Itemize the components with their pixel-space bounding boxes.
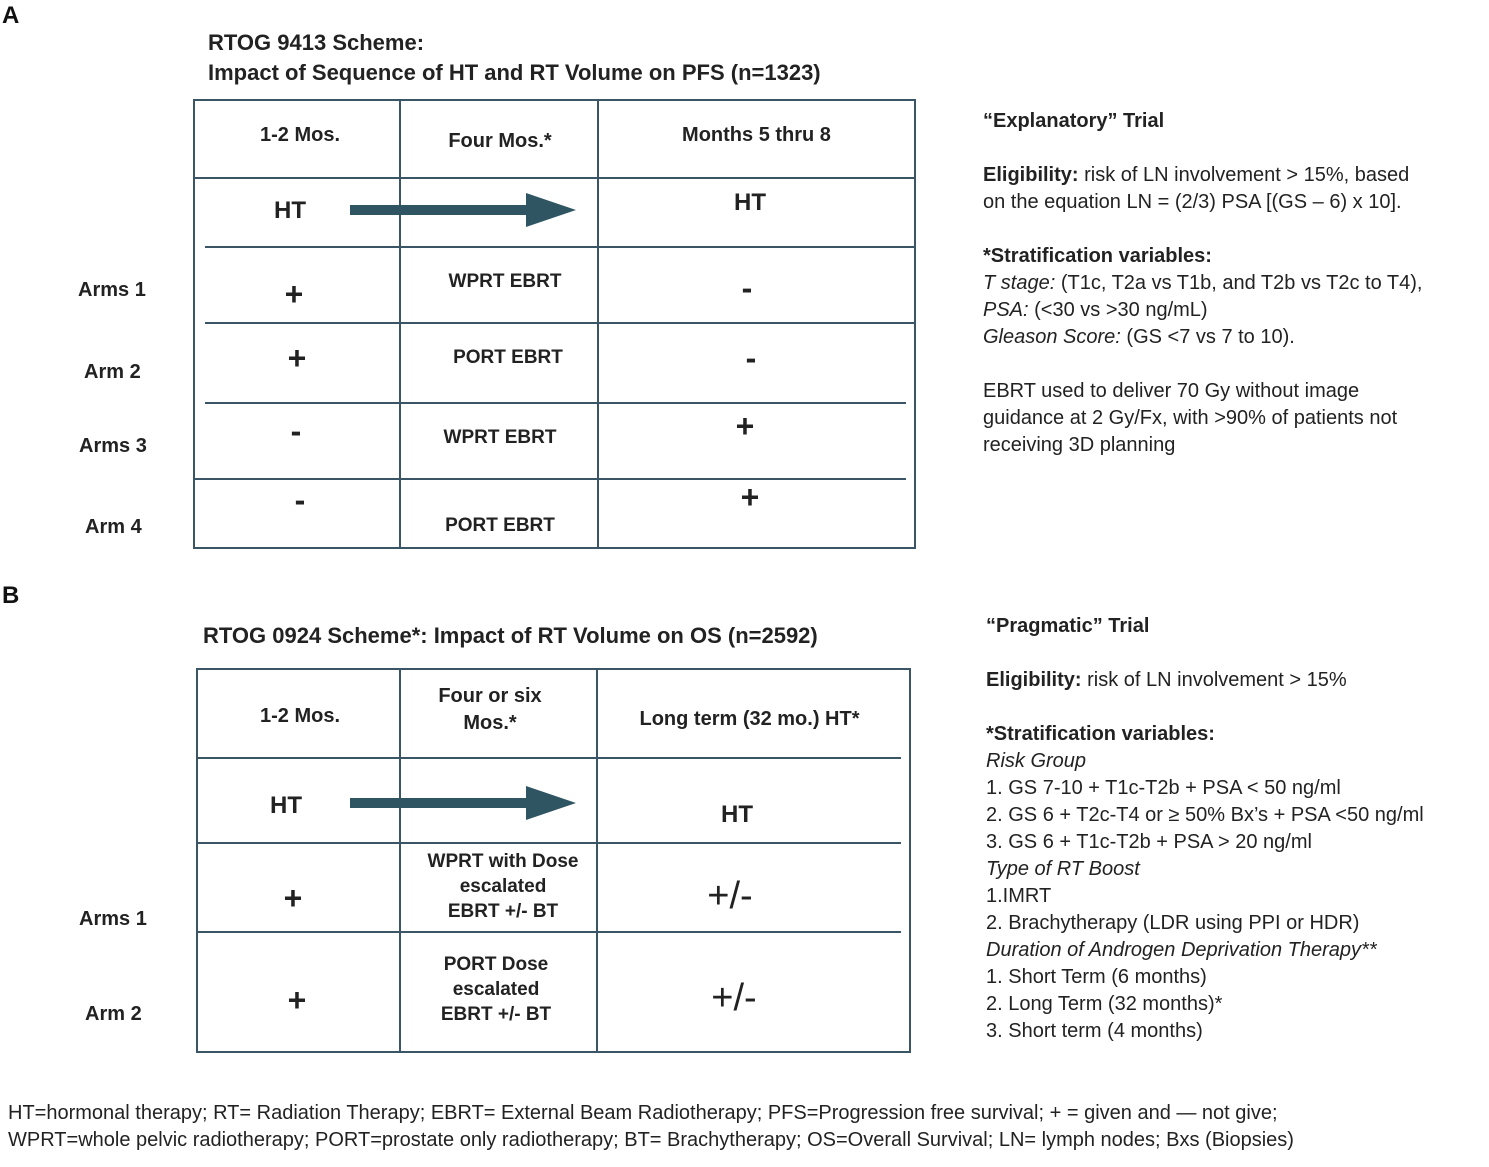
panel-a-arm4-col3: + bbox=[740, 479, 760, 515]
risk-group-item: 3. GS 6 + T1c-T2b + PSA > 20 ng/ml bbox=[986, 831, 1312, 853]
footer-abbreviations-line2: WPRT=whole pelvic radiotherapy; PORT=prostate only radiotherapy; BT= Brachytherapy; OS=Overall Survival; LN= lymph nodes; Bxs (Biopsies) bbox=[8, 1129, 1294, 1151]
panel-b-arm2-col1: + bbox=[287, 982, 307, 1018]
panel-b-arm-label: Arms 1 bbox=[79, 908, 147, 930]
panel-a-arm2-col3: - bbox=[745, 340, 757, 376]
panel-a-arm4-col1: - bbox=[294, 482, 306, 518]
eligibility-equation: on the equation LN = (2/3) PSA [(GS – 6) x 10]. bbox=[983, 191, 1402, 213]
stratification-label: *Stratification variables: bbox=[983, 245, 1212, 267]
eligibility-label: Eligibility: bbox=[986, 669, 1082, 691]
ebrt-note-line3: receiving 3D planning bbox=[983, 434, 1176, 456]
panel-a-header-col1: 1-2 Mos. bbox=[259, 124, 341, 146]
panel-b-title: RTOG 0924 Scheme*: Impact of RT Volume on OS (n=2592) bbox=[203, 623, 818, 648]
panel-a-arm3-col1: - bbox=[290, 413, 302, 449]
risk-group-item: 2. GS 6 + T2c-T4 or ≥ 50% Bx’s + PSA <50 ng/ml bbox=[986, 804, 1424, 826]
panel-a-arm-label: Arm 4 bbox=[85, 516, 142, 538]
panel-a-arm-label: Arm 2 bbox=[84, 361, 141, 383]
panel-a-arm2-col1: + bbox=[287, 340, 307, 376]
panel-a-arm3-col3: + bbox=[735, 408, 755, 444]
panel-a-col-divider-1 bbox=[399, 99, 401, 549]
strat-psa-label: PSA: bbox=[983, 299, 1029, 321]
duration-item: 3. Short term (4 months) bbox=[986, 1020, 1203, 1042]
eligibility-label: Eligibility: bbox=[983, 164, 1079, 186]
strat-psa-text: (<30 vs >30 ng/mL) bbox=[1028, 299, 1208, 321]
panel-a-header-col2: Four Mos.* bbox=[448, 130, 552, 152]
panel-b-header-col2-line2: Mos.* bbox=[463, 712, 517, 734]
panel-b-arm2-col2-line2: escalated bbox=[452, 979, 540, 1000]
panel-a-col-divider-2 bbox=[597, 99, 599, 549]
risk-group-item: 1. GS 7-10 + T1c-T2b + PSA < 50 ng/ml bbox=[986, 777, 1341, 799]
panel-b-letter: B bbox=[2, 582, 20, 609]
strat-t-stage-text: (T1c, T2a vs T1b, and T2b vs T2c to T4), bbox=[1055, 272, 1423, 294]
panel-b-header-col1: 1-2 Mos. bbox=[259, 705, 341, 727]
panel-b-ht-right: HT bbox=[721, 801, 753, 828]
eligibility-text: risk of LN involvement > 15%, based bbox=[1078, 164, 1410, 186]
footer-abbreviations-line1: HT=hormonal therapy; RT= Radiation Therapy; EBRT= External Beam Radiotherapy; PFS=Progression free survival; + = given and — not give; bbox=[8, 1102, 1278, 1124]
panel-b-arm1-col1: + bbox=[283, 880, 303, 916]
panel-a-arm2-col2: PORT EBRT bbox=[453, 347, 563, 368]
panel-a-ht-left: HT bbox=[274, 197, 306, 224]
panel-b-row-divider bbox=[196, 842, 901, 844]
panel-b-arm1-col2-line2: escalated bbox=[459, 876, 547, 897]
panel-a-arm3-col2: WPRT EBRT bbox=[443, 427, 557, 448]
panel-a-row-divider bbox=[193, 177, 916, 179]
panel-a-row-divider bbox=[205, 322, 916, 324]
panel-b-arm2-col3: +/- bbox=[711, 977, 757, 1019]
panel-a-side-notes bbox=[983, 108, 1422, 459]
boost-heading: Type of RT Boost bbox=[986, 858, 1140, 880]
panel-a-arm1-col2: WPRT EBRT bbox=[448, 271, 562, 292]
panel-b-arm1-col2-line1: WPRT with Dose bbox=[427, 851, 579, 872]
eligibility-text: risk of LN involvement > 15% bbox=[1081, 669, 1347, 691]
strat-gleason-text: (GS <7 vs 7 to 10). bbox=[1120, 326, 1295, 348]
panel-b-row-divider bbox=[196, 931, 901, 933]
trial-type: “Pragmatic” Trial bbox=[986, 615, 1150, 637]
duration-item: 2. Long Term (32 months)* bbox=[986, 993, 1223, 1015]
strat-gleason-label: Gleason Score: bbox=[983, 326, 1121, 348]
stratification-label: *Stratification variables: bbox=[986, 723, 1215, 745]
strat-t-stage-label: T stage: bbox=[983, 272, 1056, 294]
panel-a-title-line1: RTOG 9413 Scheme: bbox=[208, 30, 425, 55]
panel-a-arm1-col3: - bbox=[741, 270, 753, 306]
ebrt-note-line1: EBRT used to deliver 70 Gy without image bbox=[983, 380, 1360, 402]
trial-type: “Explanatory” Trial bbox=[983, 110, 1165, 132]
duration-item: 1. Short Term (6 months) bbox=[986, 966, 1207, 988]
panel-a-arm-label: Arms 1 bbox=[78, 279, 146, 301]
panel-b-arm2-col2-line1: PORT Dose bbox=[443, 954, 549, 975]
panel-a-arrow bbox=[350, 193, 580, 227]
panel-a-header-col3: Months 5 thru 8 bbox=[682, 124, 831, 146]
panel-b-arm2-col2-line3: EBRT +/- BT bbox=[440, 1004, 552, 1025]
panel-b-header-col2-line1: Four or six bbox=[438, 685, 542, 707]
panel-b-row-divider bbox=[196, 757, 901, 759]
panel-b-arrow bbox=[350, 786, 580, 820]
panel-a-arm4-col2: PORT EBRT bbox=[445, 515, 555, 536]
duration-heading: Duration of Androgen Deprivation Therapy** bbox=[986, 939, 1377, 961]
panel-b-header-col3: Long term (32 mo.) HT* bbox=[639, 708, 860, 730]
panel-b-arm1-col3: +/- bbox=[707, 875, 753, 917]
ebrt-note-line2: guidance at 2 Gy/Fx, with >90% of patients not bbox=[983, 407, 1398, 429]
panel-b-arm1-col2-line3: EBRT +/- BT bbox=[447, 901, 559, 922]
panel-a-letter: A bbox=[2, 2, 20, 29]
panel-a-row-divider bbox=[205, 246, 916, 248]
panel-a-arm1-col1: + bbox=[284, 276, 304, 312]
panel-b-ht-left: HT bbox=[270, 792, 302, 819]
panel-b-arm-label: Arm 2 bbox=[85, 1003, 142, 1025]
boost-item: 2. Brachytherapy (LDR using PPI or HDR) bbox=[986, 912, 1360, 934]
panel-a-row-divider bbox=[205, 402, 906, 404]
panel-b-side-notes bbox=[986, 613, 1424, 1045]
risk-group-heading: Risk Group bbox=[986, 750, 1087, 772]
panel-a-arm-label: Arms 3 bbox=[79, 435, 147, 457]
panel-a-ht-right: HT bbox=[734, 189, 766, 216]
boost-item: 1.IMRT bbox=[986, 885, 1052, 907]
panel-a-title-line2: Impact of Sequence of HT and RT Volume on PFS (n=1323) bbox=[208, 60, 821, 85]
